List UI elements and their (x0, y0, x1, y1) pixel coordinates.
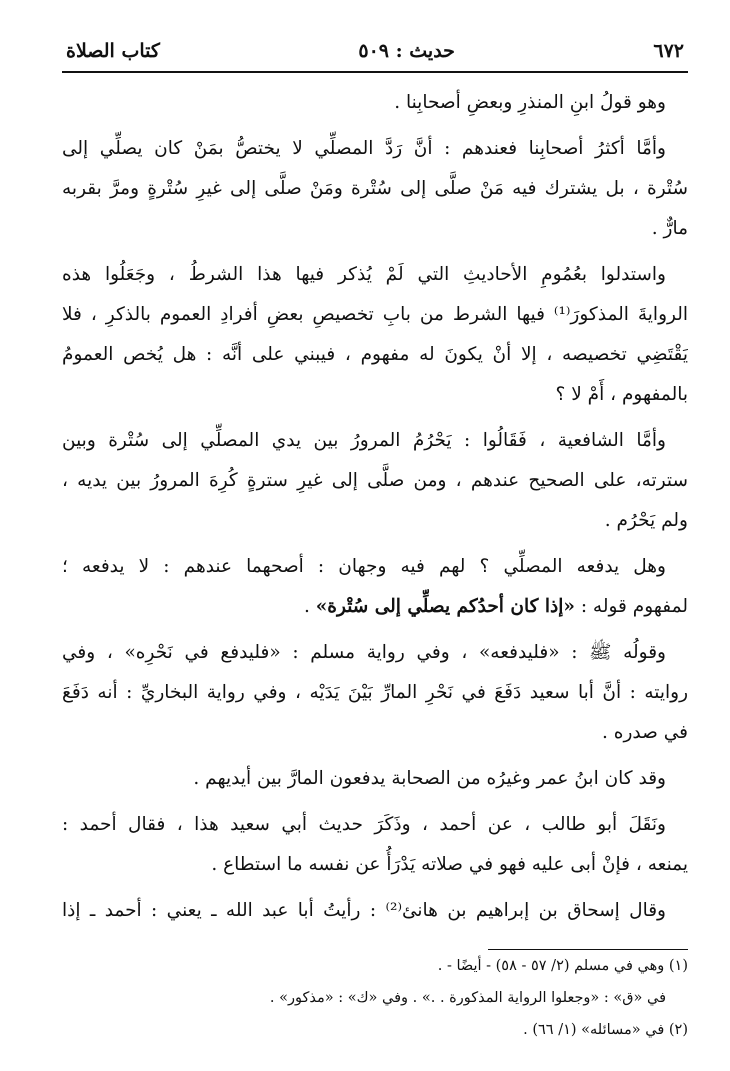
hadith-number: حديث : ٥٠٩ (358, 40, 455, 62)
text-line: وهو قولُ ابنِ المنذرِ وبعضِ أصحابِنا . (394, 92, 666, 113)
footnote: (٢) في «مسائله» (١/ ٦٦) . (523, 1022, 688, 1038)
text-line: وقولُه ﷺ : «فليدفعه» ، وفي رواية مسلم : «فليدفع في نَحْرِه» ، وفي (62, 642, 666, 663)
text-line: لمفهوم قوله : «إذا كان أحدُكم يصلِّي إلى سُتْرة» . (303, 596, 688, 617)
footnote: في «ق» : «وجعلوا الرواية المذكورة . .» . وفي «ك» : «مذكور» . (269, 990, 666, 1006)
text-line: روايته : أنَّ أبا سعيد دَفَعَ في نَحْرِ المارِّ بَيْنَ يَدَيْه ، وفي رواية البخاريِّ : أنه دَفَعَ (62, 682, 688, 703)
text-line: ونَقَلَ أبو طالب ، عن أحمد ، وذَكَرَ حديث أبي سعيد هذا ، فقال أحمد : (62, 814, 666, 835)
text-line: سترته، على الصحيح عندهم ، ومن صلَّى إلى غيرِ سترةٍ كُرِهَ المرورُ بين يديه ، (62, 470, 688, 491)
text-line: بالمفهوم ، أَمْ لا ؟ (555, 384, 688, 405)
text-line: سُتْرة ، بل يشترك فيه مَنْ صلَّى إلى سُتْرة ومَنْ صلَّى إلى غيرِ سُتْرةٍ ومرَّ بقربه (62, 178, 688, 199)
text-line: الروايةَ المذكورَ⁽¹⁾ فيها الشرط من بابِ تخصيصِ بعضِ أفرادِ العموم بالذكرِ ، فلا (62, 304, 688, 325)
text-line: في صدره . (602, 722, 688, 743)
text-line: وقال إسحاق بن إبراهيم بن هانئ⁽²⁾ : رأيتُ أبا عبد الله ـ يعني : أحمد ـ إذا (62, 900, 666, 921)
footnotes (62, 950, 688, 1046)
text-line: واستدلوا بعُمُومِ الأحاديثِ التي لَمْ يُذكر فيها هذا الشرطُ ، وجَعَلُوا هذه (62, 264, 666, 285)
page-number: ٦٧٢ (653, 40, 684, 62)
text-line: وهل يدفعه المصلِّي ؟ لهم فيه وجهان : أصحهما عندهم : لا يدفعه ؛ (62, 556, 666, 577)
document-page (62, 40, 688, 1046)
footnote: (١) وهي في مسلم (٢/ ٥٧ - ٥٨) - أيضًا - . (437, 958, 688, 974)
text-line: وأمَّا أكثرُ أصحابِنا فعندهم : أنَّ رَدَّ المصلِّي لا يختصُّ بمَنْ كان يصلِّي إلى (62, 138, 666, 159)
text-line: وأمَّا الشافعية ، فَقَالُوا : يَحْرُمُ المرورُ بين يدي المصلِّي إلى سُتْرة وبين (62, 430, 666, 451)
book-title: كتاب الصلاة (66, 40, 160, 62)
running-header (62, 40, 688, 70)
body-text (62, 83, 688, 931)
text-line: مارٌّ . (651, 218, 688, 239)
text-line: يَقْتَضِي تخصيصه ، إلا أنْ يكونَ له مفهوم ، فيبني على أنَّه : هل يُخص العمومُ (62, 344, 688, 365)
text-line: وقد كان ابنُ عمر وغيرُه من الصحابة يدفعون المارَّ بين أيديهم . (193, 768, 666, 789)
quoted-hadith: «إذا كان أحدُكم يصلِّي إلى سُتْرة» (315, 596, 575, 617)
header-rule (62, 71, 688, 73)
text-line: ولم يَحْرُم . (604, 510, 688, 531)
text-line: يمنعه ، فإنْ أبى عليه فهو في صلاته يَدْرَأُ عن نفسه ما استطاع . (211, 854, 688, 875)
